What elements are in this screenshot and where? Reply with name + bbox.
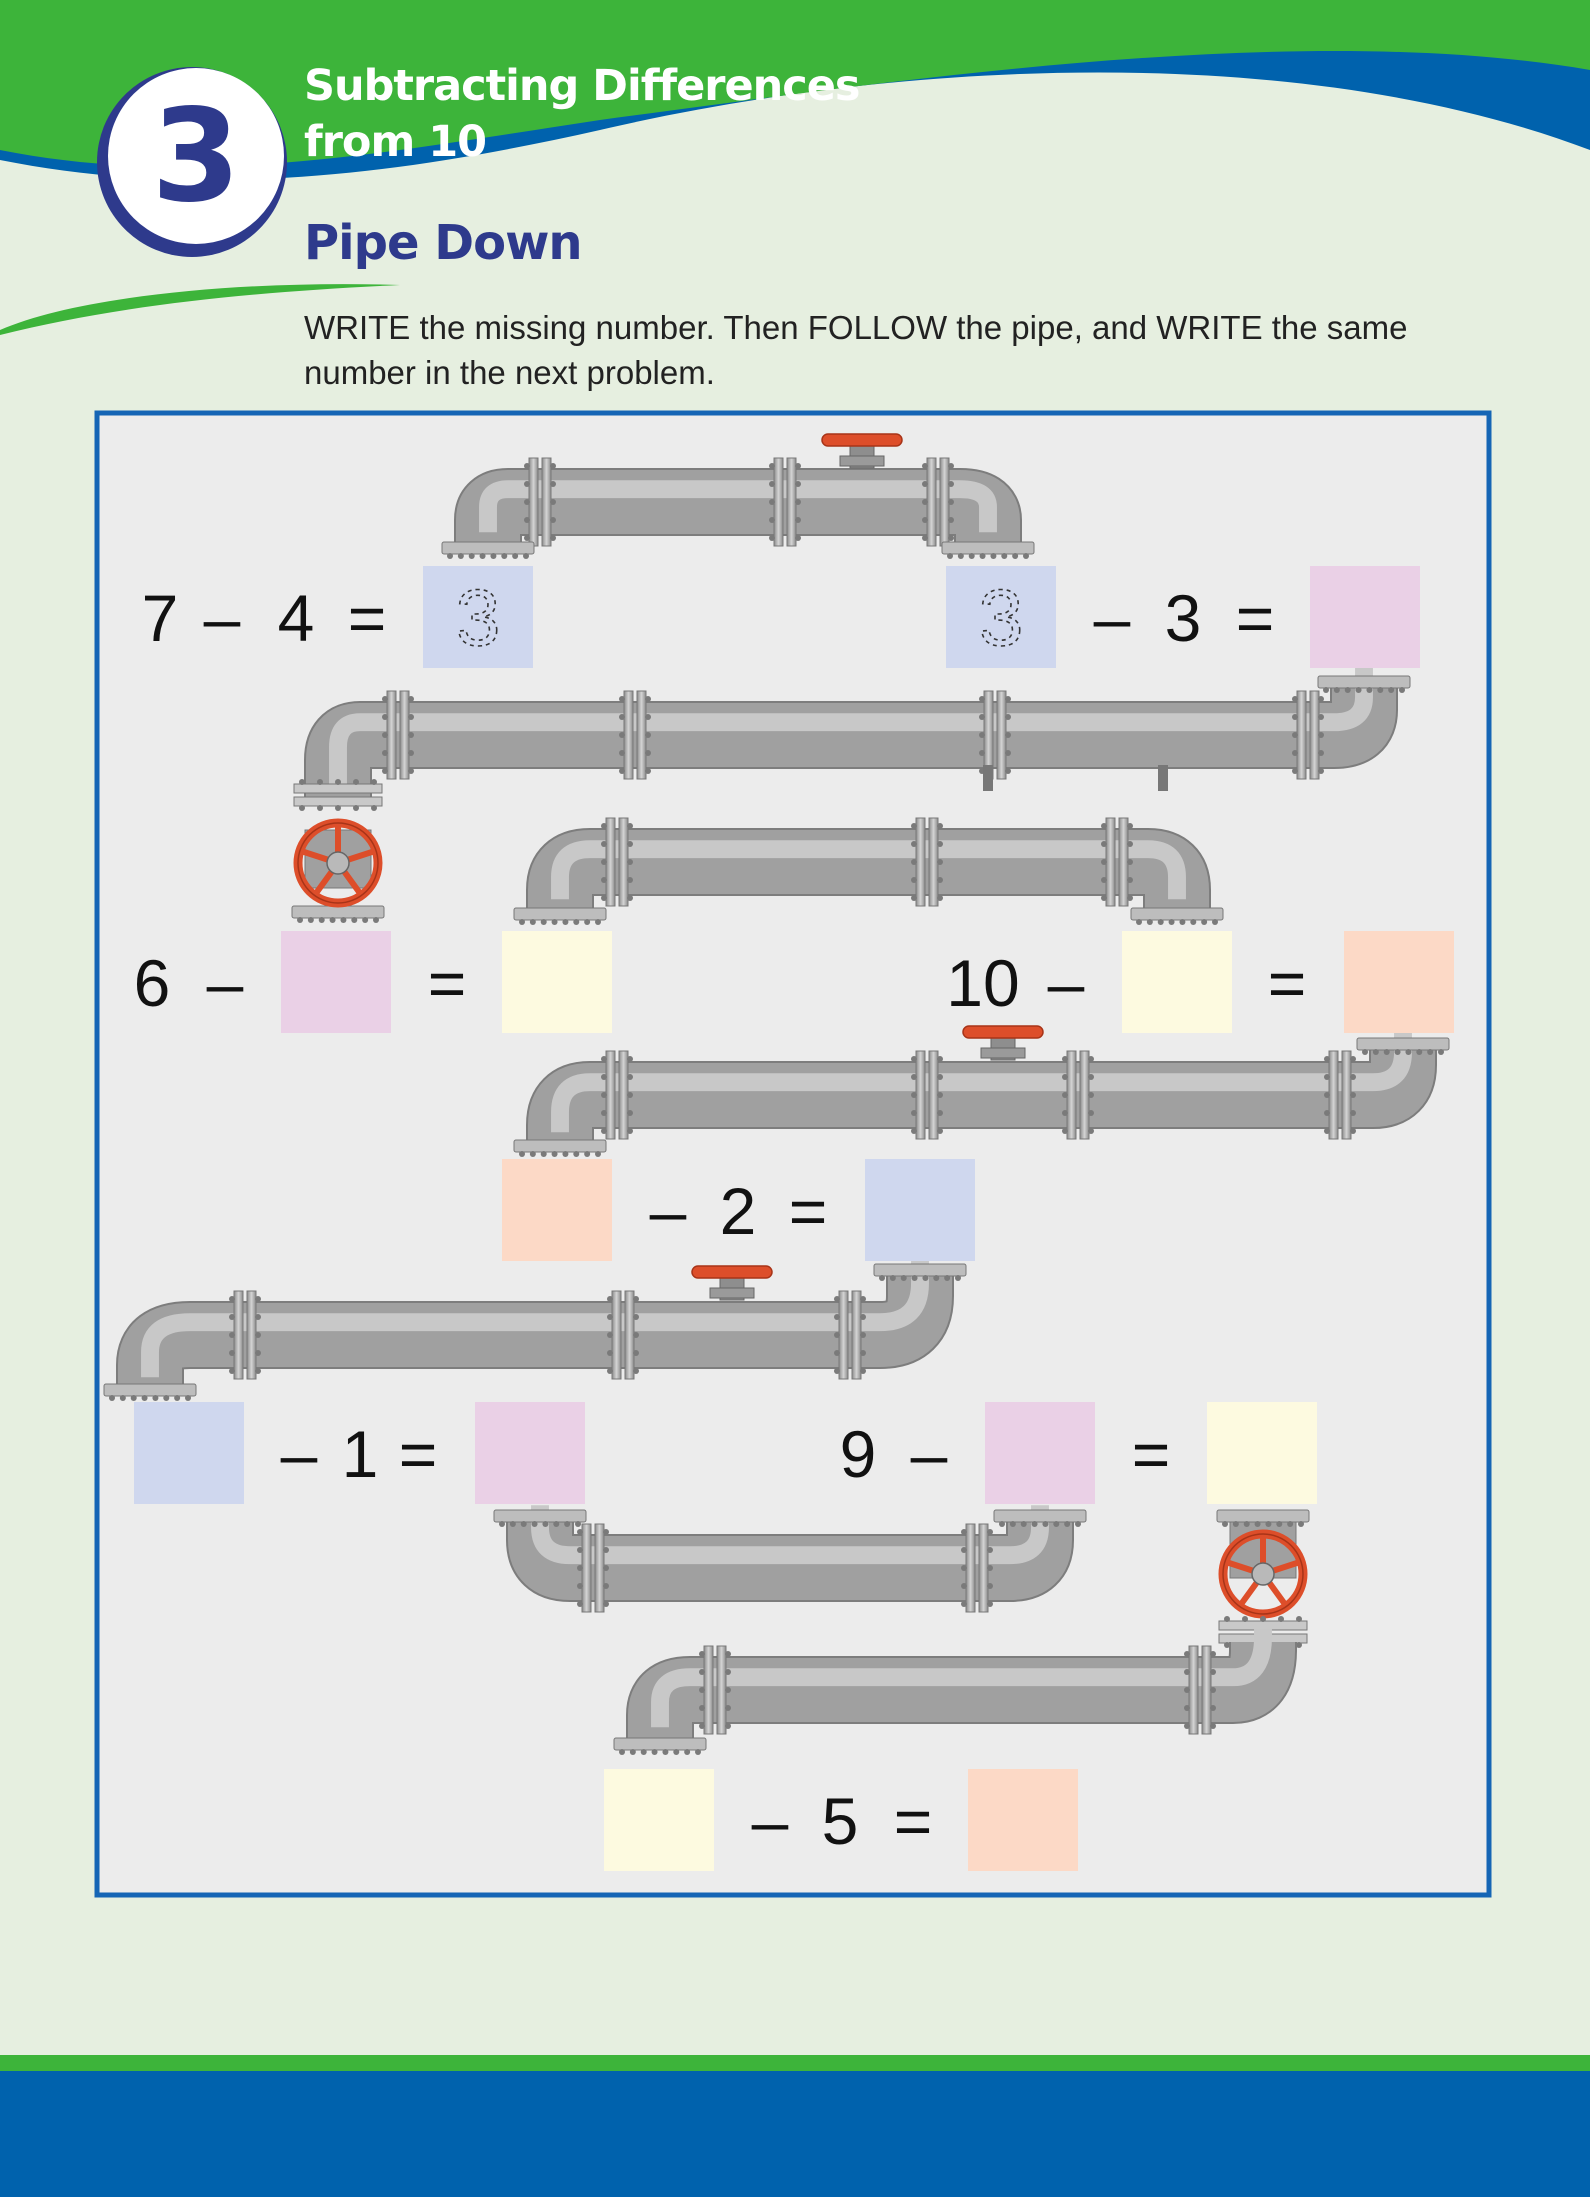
equation-p2 bbox=[946, 566, 1420, 668]
equation-number: 9 bbox=[839, 1417, 877, 1491]
equation-p7 bbox=[840, 1402, 1317, 1504]
answer-box[interactable] bbox=[502, 1159, 612, 1261]
lesson-title-line1: Subtracting Differences bbox=[304, 61, 860, 111]
minus-sign: – bbox=[280, 1417, 318, 1491]
equation-number: 6 bbox=[133, 946, 171, 1020]
answer-box[interactable] bbox=[968, 1769, 1078, 1871]
answer-box[interactable] bbox=[1207, 1402, 1317, 1504]
answer-box[interactable] bbox=[985, 1402, 1095, 1504]
equation-number: 4 bbox=[277, 581, 315, 655]
equals-sign: = bbox=[1267, 946, 1307, 1020]
answer-box[interactable] bbox=[1122, 931, 1232, 1033]
minus-sign: – bbox=[751, 1784, 789, 1858]
equation-number: 1 bbox=[341, 1417, 379, 1491]
equals-sign: = bbox=[893, 1784, 933, 1858]
answer-box[interactable] bbox=[134, 1402, 244, 1504]
answer-box[interactable] bbox=[281, 931, 391, 1033]
answer-box[interactable] bbox=[865, 1159, 975, 1261]
minus-sign: – bbox=[203, 581, 241, 655]
answer-box[interactable] bbox=[1344, 931, 1454, 1033]
answer-value: 3 bbox=[455, 573, 501, 662]
footer-stripe-green bbox=[0, 2055, 1590, 2071]
footer-bar bbox=[0, 2071, 1590, 2197]
equation-number: 10 bbox=[946, 946, 1020, 1020]
minus-sign: – bbox=[910, 1417, 948, 1491]
equals-sign: = bbox=[1131, 1417, 1171, 1491]
answer-box[interactable] bbox=[475, 1402, 585, 1504]
answer-box[interactable] bbox=[1310, 566, 1420, 668]
lesson-number: 3 bbox=[151, 82, 241, 231]
equals-sign: = bbox=[1235, 581, 1275, 655]
equation-number: 2 bbox=[719, 1174, 757, 1248]
instructions: WRITE the missing number. Then FOLLOW the pipe, and WRITE the same number in the next problem. bbox=[304, 309, 1408, 391]
equation-number: 5 bbox=[821, 1784, 859, 1858]
minus-sign: – bbox=[206, 946, 244, 1020]
activity-title: Pipe Down bbox=[304, 215, 582, 271]
answer-box[interactable] bbox=[604, 1769, 714, 1871]
equation-p6 bbox=[134, 1402, 585, 1504]
equals-sign: = bbox=[347, 581, 387, 655]
equation-p5 bbox=[502, 1159, 975, 1261]
answer-box[interactable] bbox=[946, 566, 1056, 668]
equation-p8 bbox=[604, 1769, 1078, 1871]
equation-number: 3 bbox=[1164, 581, 1202, 655]
equals-sign: = bbox=[788, 1174, 828, 1248]
equals-sign: = bbox=[427, 946, 467, 1020]
minus-sign: – bbox=[1093, 581, 1131, 655]
answer-box[interactable] bbox=[423, 566, 533, 668]
answer-box[interactable] bbox=[502, 931, 612, 1033]
minus-sign: – bbox=[649, 1174, 687, 1248]
answer-value: 3 bbox=[978, 573, 1024, 662]
equation-number: 7 bbox=[141, 581, 179, 655]
lesson-title-line2: from 10 bbox=[304, 117, 487, 167]
minus-sign: – bbox=[1047, 946, 1085, 1020]
equals-sign: = bbox=[398, 1417, 438, 1491]
